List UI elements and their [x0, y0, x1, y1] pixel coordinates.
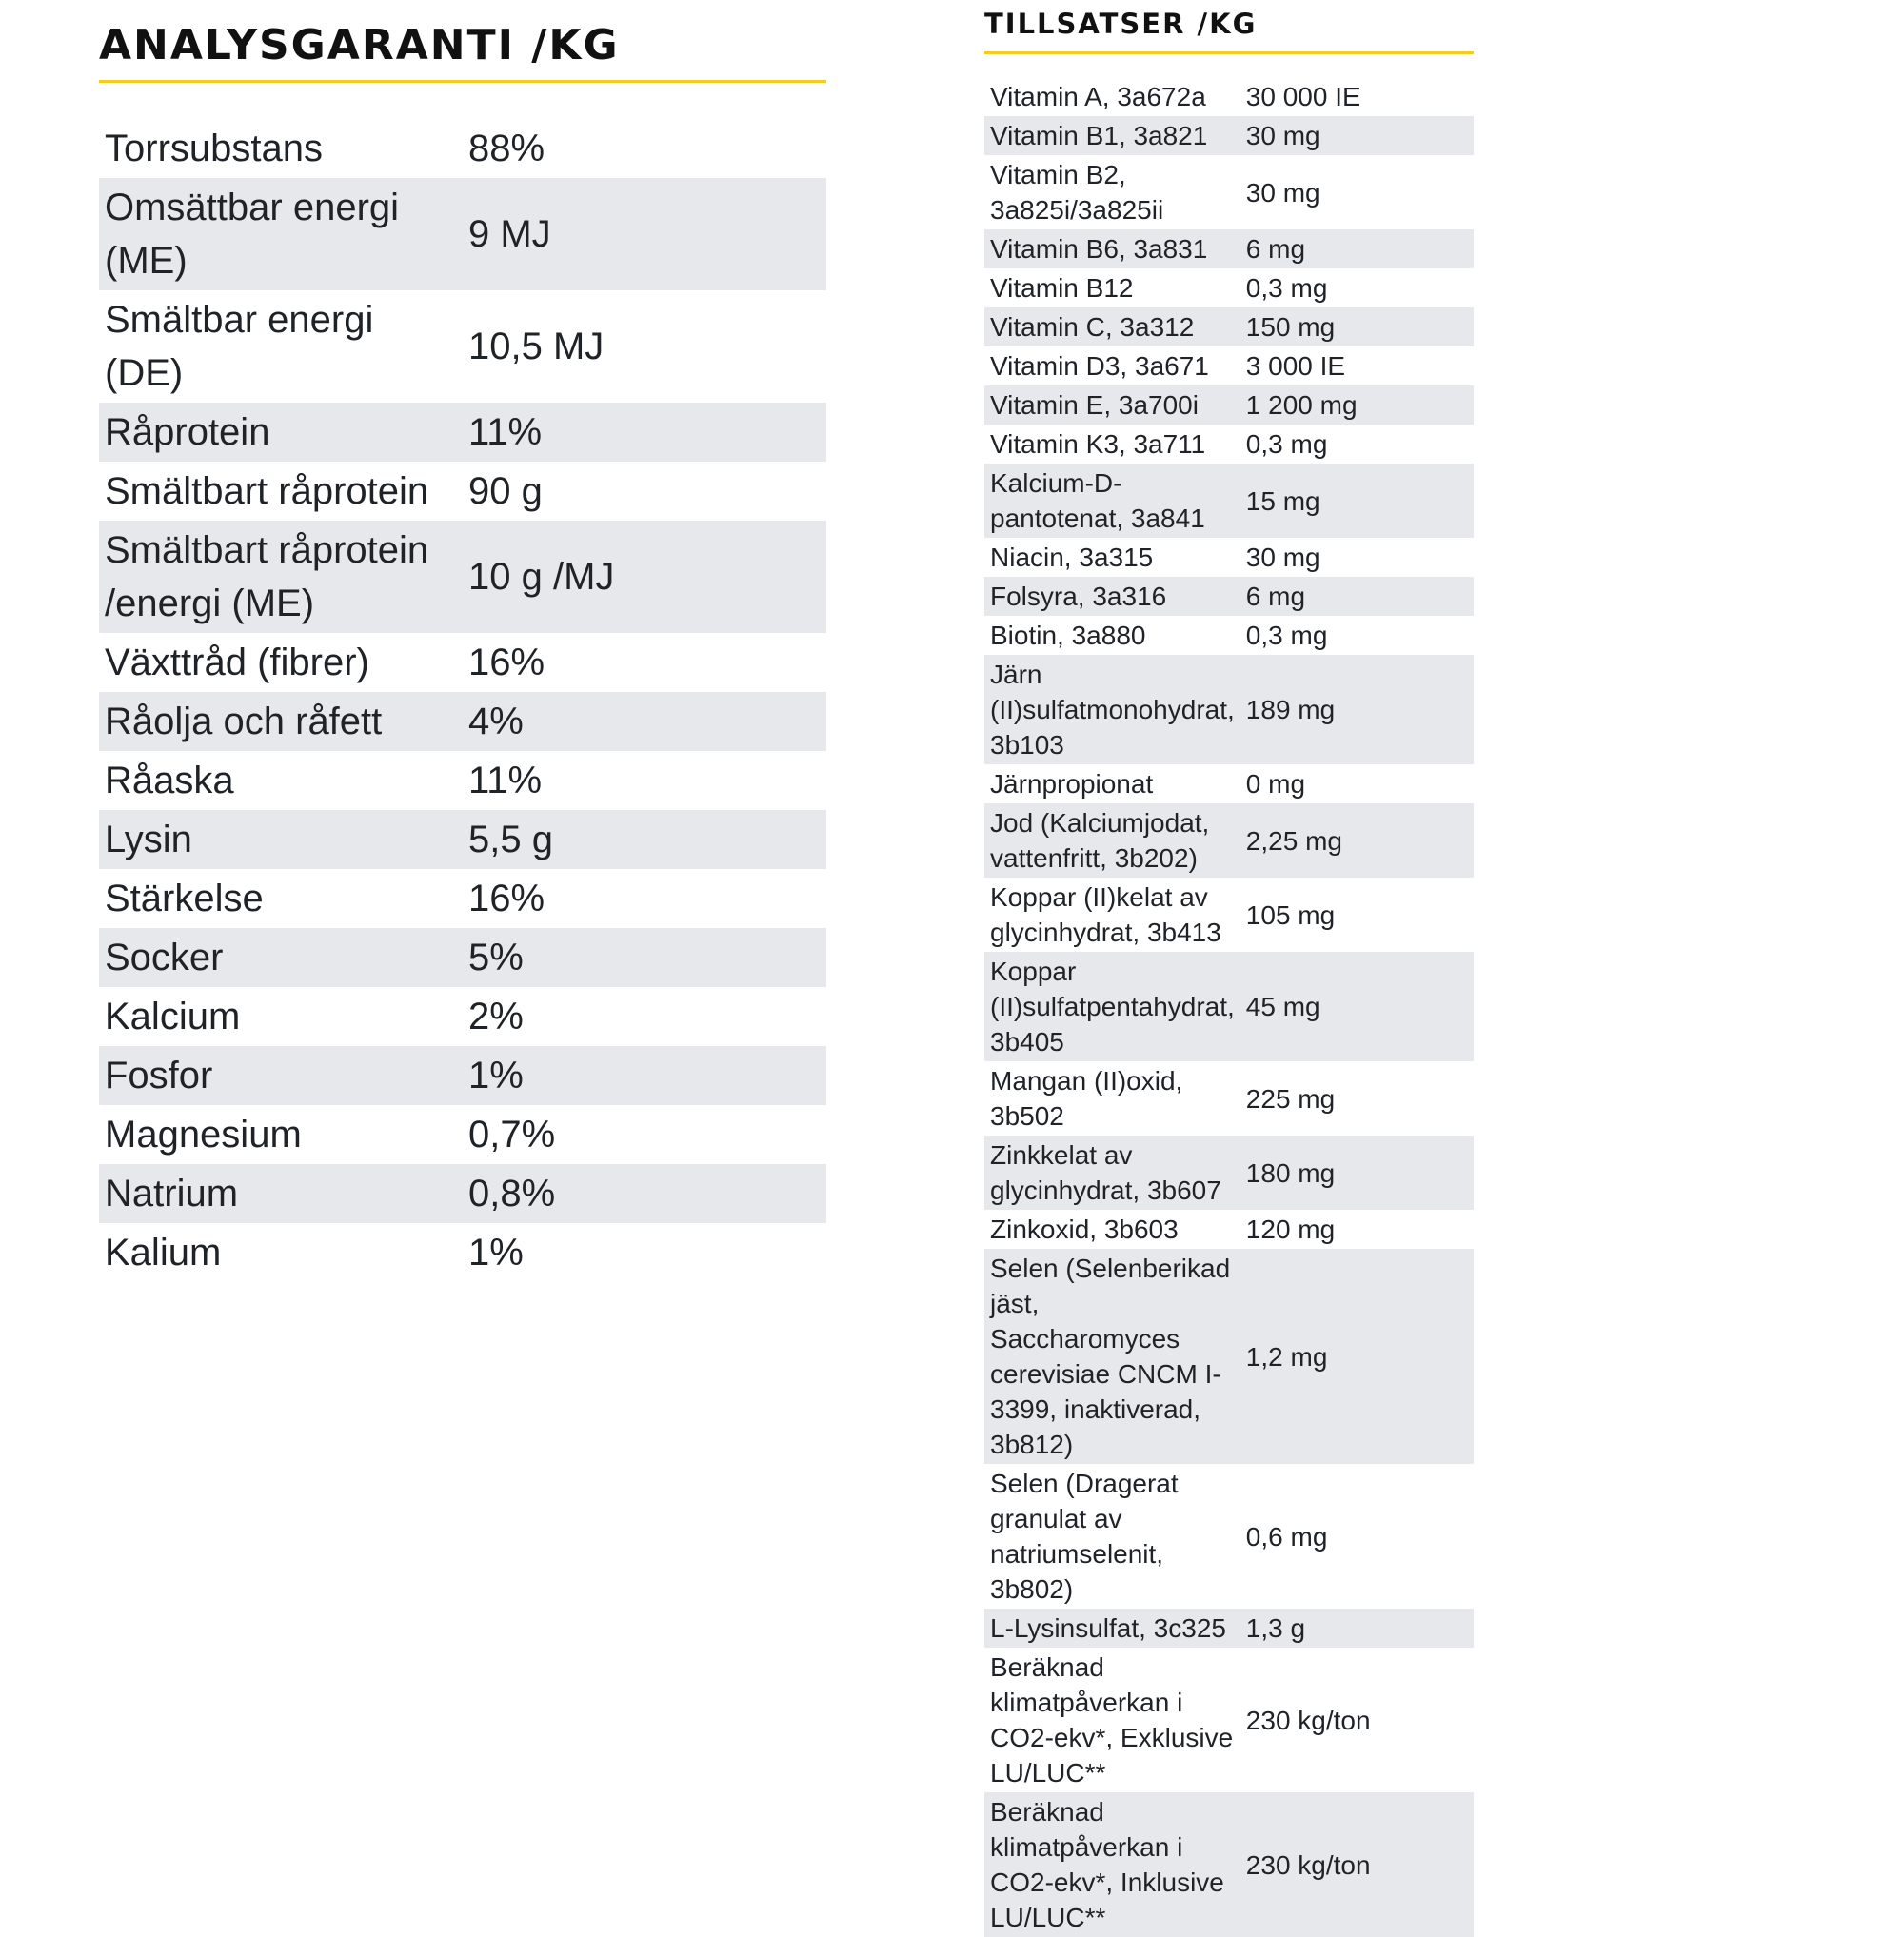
table-row	[984, 655, 1474, 764]
row-value: 30 mg	[1240, 116, 1474, 155]
row-value: 1,3 g	[1240, 1609, 1474, 1648]
table-row	[984, 268, 1474, 307]
row-label: Jod (Kalciumjodat, vattenfritt, 3b202)	[984, 803, 1240, 878]
table-row	[99, 692, 826, 751]
row-value: 10 g /MJ	[463, 521, 826, 633]
row-value: 180 mg	[1240, 1136, 1474, 1210]
analysgaranti-section	[99, 21, 826, 1282]
row-label: Fosfor	[99, 1046, 463, 1105]
row-value: 0 mg	[1245, 769, 1306, 799]
row-label: Stärkelse	[105, 878, 264, 919]
row-label: Vitamin K3, 3a711	[990, 429, 1206, 459]
table-row	[984, 538, 1474, 577]
row-label: Kalcium	[105, 996, 241, 1038]
row-label: Råolja och råfett	[99, 692, 463, 751]
table-row	[984, 1210, 1474, 1249]
row-label: Vitamin B12	[990, 273, 1134, 303]
row-label: Selen (Dragerat granulat av natriumselenit, 3b802)	[990, 1469, 1179, 1604]
tillsatser-heading: TILLSATSER /KG	[984, 8, 1474, 54]
row-label: Smältbart råprotein /energi (ME)	[99, 521, 463, 633]
table-row	[99, 403, 826, 462]
row-label: Vitamin E, 3a700i	[984, 385, 1240, 425]
table-row	[984, 425, 1474, 464]
table-row	[984, 1061, 1474, 1136]
table-row	[99, 1046, 826, 1105]
row-value: 15 mg	[1240, 464, 1474, 538]
row-value: 0,7%	[468, 1114, 556, 1156]
row-value: 16%	[468, 642, 545, 683]
table-row	[99, 1164, 826, 1223]
row-value: 30 mg	[1245, 543, 1320, 572]
row-value: 5,5 g	[463, 810, 826, 869]
row-value: 0,3 mg	[1245, 273, 1328, 303]
table-row	[984, 1648, 1474, 1792]
row-label: Vitamin B2, 3a825i/3a825ii	[990, 160, 1164, 225]
row-label: Järnpropionat	[990, 769, 1154, 799]
row-value: 9 MJ	[463, 178, 826, 290]
row-value: 30 000 IE	[1245, 82, 1360, 111]
row-value: 3 000 IE	[1245, 351, 1346, 381]
row-label: Järn (II)sulfatmonohydrat, 3b103	[984, 655, 1240, 764]
row-label: Beräknad klimatpåverkan i CO2-ekv*, Exklusive LU/LUC**	[990, 1652, 1234, 1788]
row-value: 5%	[463, 928, 826, 987]
row-value: 225 mg	[1245, 1083, 1336, 1114]
table-row	[984, 346, 1474, 385]
row-label: Zinkoxid, 3b603	[990, 1215, 1179, 1244]
table-row	[984, 616, 1474, 655]
analysgaranti-table	[99, 119, 826, 1282]
table-row	[99, 928, 826, 987]
row-value: 0,3 mg	[1245, 621, 1328, 650]
row-value: 189 mg	[1240, 655, 1474, 764]
table-row	[984, 1249, 1474, 1464]
table-row	[984, 1464, 1474, 1609]
row-label: Niacin, 3a315	[990, 543, 1154, 572]
table-row	[984, 803, 1474, 878]
row-value: 6 mg	[1240, 577, 1474, 616]
row-value: 45 mg	[1240, 952, 1474, 1061]
row-label: Vitamin C, 3a312	[984, 307, 1240, 346]
row-value: 16%	[468, 878, 545, 919]
row-value: 1 200 mg	[1240, 385, 1474, 425]
table-row	[984, 385, 1474, 425]
row-label: Råprotein	[99, 403, 463, 462]
row-label: Torrsubstans	[105, 128, 323, 169]
row-label: Kalcium-D-pantotenat, 3a841	[984, 464, 1240, 538]
row-label: Koppar (II)kelat av glycinhydrat, 3b413	[990, 882, 1221, 947]
table-row	[99, 119, 826, 178]
row-label: Magnesium	[105, 1114, 302, 1156]
table-row	[984, 878, 1474, 952]
table-row	[99, 1223, 826, 1282]
row-value: 30 mg	[1245, 177, 1320, 208]
table-row	[984, 1609, 1474, 1648]
row-label: Zinkkelat av glycinhydrat, 3b607	[984, 1136, 1240, 1210]
row-value: 0,3 mg	[1245, 429, 1328, 459]
row-label: Folsyra, 3a316	[984, 577, 1240, 616]
table-row	[99, 1105, 826, 1164]
row-label: Beräknad klimatpåverkan i CO2-ekv*, Inklusive LU/LUC**	[984, 1792, 1240, 1937]
table-row	[99, 810, 826, 869]
table-row	[984, 307, 1474, 346]
table-row	[99, 290, 826, 403]
row-label: Selen (Selenberikad jäst, Saccharomyces cerevisiae CNCM I-3399, inaktiverad, 3b812)	[984, 1249, 1240, 1464]
row-label: Kalium	[105, 1232, 222, 1274]
table-row	[99, 751, 826, 810]
row-label: Biotin, 3a880	[990, 621, 1146, 650]
table-row	[99, 521, 826, 633]
row-value: 1%	[463, 1046, 826, 1105]
table-row	[984, 1792, 1474, 1937]
table-row	[984, 464, 1474, 538]
row-label: Växttråd (fibrer)	[105, 642, 369, 683]
tillsatser-table	[984, 77, 1474, 1937]
table-row	[984, 116, 1474, 155]
table-row	[984, 764, 1474, 803]
row-label: Koppar (II)sulfatpentahydrat, 3b405	[984, 952, 1240, 1061]
row-value: 2,25 mg	[1240, 803, 1474, 878]
row-value: 2%	[468, 996, 524, 1038]
row-value: 120 mg	[1245, 1215, 1336, 1244]
row-label: Vitamin D3, 3a671	[990, 351, 1209, 381]
row-label: Vitamin A, 3a672a	[990, 82, 1206, 111]
row-value: 0,6 mg	[1245, 1521, 1328, 1552]
table-row	[984, 577, 1474, 616]
row-value: 11%	[468, 760, 543, 801]
table-row	[984, 1136, 1474, 1210]
row-value: 88%	[468, 128, 545, 169]
table-row	[99, 633, 826, 692]
tillsatser-section	[984, 8, 1474, 1937]
row-value: 1%	[468, 1232, 524, 1274]
row-label: Socker	[99, 928, 463, 987]
row-label: Omsättbar energi (ME)	[99, 178, 463, 290]
table-row	[984, 155, 1474, 229]
table-row	[984, 952, 1474, 1061]
row-value: 230 kg/ton	[1240, 1792, 1474, 1937]
row-value: 6 mg	[1240, 229, 1474, 268]
row-label: Lysin	[99, 810, 463, 869]
row-label: Vitamin B6, 3a831	[984, 229, 1240, 268]
row-value: 90 g	[468, 470, 543, 512]
row-label: L-Lysinsulfat, 3c325	[984, 1609, 1240, 1648]
analysgaranti-heading: ANALYSGARANTI /KG	[99, 21, 826, 83]
row-value: 230 kg/ton	[1245, 1705, 1371, 1735]
row-value: 150 mg	[1240, 307, 1474, 346]
table-row	[99, 178, 826, 290]
row-label: Smältbar energi (DE)	[105, 299, 374, 394]
row-label: Råaska	[105, 760, 234, 801]
row-value: 105 mg	[1245, 899, 1336, 930]
row-label: Mangan (II)oxid, 3b502	[990, 1066, 1183, 1131]
row-value: 10,5 MJ	[468, 326, 605, 367]
row-label: Natrium	[99, 1164, 463, 1223]
row-value: 0,8%	[463, 1164, 826, 1223]
row-value: 11%	[463, 403, 826, 462]
table-row	[984, 77, 1474, 116]
table-row	[99, 462, 826, 521]
table-row	[99, 987, 826, 1046]
row-value: 4%	[463, 692, 826, 751]
row-label: Vitamin B1, 3a821	[984, 116, 1240, 155]
row-value: 1,2 mg	[1240, 1249, 1474, 1464]
row-label: Smältbart råprotein	[105, 470, 429, 512]
table-row	[984, 229, 1474, 268]
table-row	[99, 869, 826, 928]
